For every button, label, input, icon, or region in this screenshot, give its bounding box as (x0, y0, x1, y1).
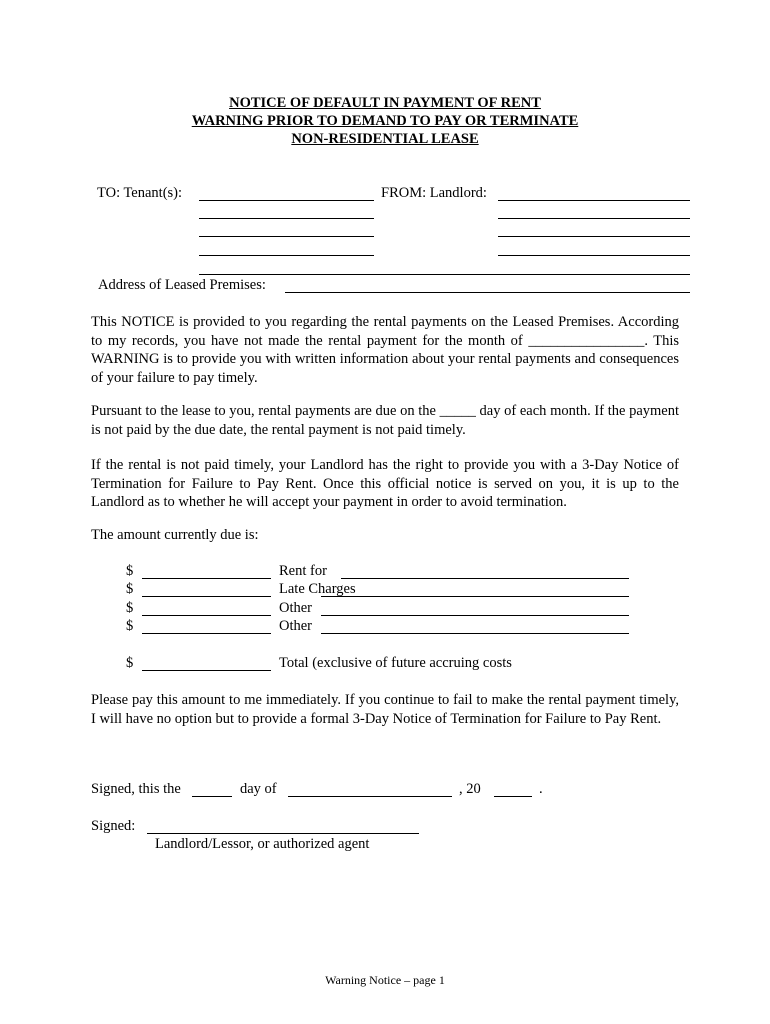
rent-for-line[interactable] (341, 578, 629, 579)
title-line-2: WARNING PRIOR TO DEMAND TO PAY OR TERMINATE (191, 113, 579, 129)
tenant-line-3[interactable] (199, 236, 374, 237)
tenant-line-2[interactable] (199, 218, 374, 219)
paragraph-1 (91, 313, 679, 387)
paragraph-1-end: . This WARNING is to provide you with written information about your rental payments and consequences of your failure to pay timely. (91, 332, 680, 386)
total-label: Total (exclusive of future accruing costs (279, 655, 512, 671)
tenant-line-1[interactable] (199, 200, 374, 201)
address-label: Address of Leased Premises: (98, 277, 266, 293)
signer-caption: Landlord/Lessor, or authorized agent (155, 836, 370, 852)
late-charges-label: Late Charges (279, 581, 356, 597)
rent-amount-line[interactable] (142, 578, 271, 579)
total-amount-line[interactable] (142, 670, 271, 671)
amount-intro: The amount currently due is: (91, 527, 259, 543)
signed-date-period: . (539, 781, 543, 797)
other-amount-line-2[interactable] (142, 633, 271, 634)
paragraph-2 (91, 402, 679, 439)
late-charges-line[interactable] (321, 596, 629, 597)
landlord-line-4[interactable] (498, 255, 690, 256)
rent-for-label: Rent for (279, 563, 327, 579)
due-day-blank[interactable]: _____ (439, 403, 476, 419)
day-of-label: day of (240, 781, 277, 797)
dollar-sign: $ (126, 581, 134, 597)
landlord-line-2[interactable] (498, 218, 690, 219)
other-line-1[interactable] (321, 615, 629, 616)
signed-month-line[interactable] (288, 796, 452, 797)
other-label-1: Other (279, 600, 313, 616)
paragraph-2-start: Pursuant to the lease to you, rental payments are due on the (91, 403, 436, 419)
address-line-1[interactable] (199, 274, 690, 275)
dollar-sign: $ (126, 655, 134, 671)
paragraph-1-start: This NOTICE is provided to you regarding the rental payments on the Leased Premises. According to my records, you have not made the rental payment for the month of (91, 314, 679, 349)
landlord-line-3[interactable] (498, 236, 690, 237)
from-landlord-label: FROM: Landlord: (381, 185, 487, 201)
title-line-3: NON-RESIDENTIAL LEASE (291, 131, 479, 147)
to-tenant-label: TO: Tenant(s): (97, 185, 183, 201)
title-line-1: NOTICE OF DEFAULT IN PAYMENT OF RENT (229, 95, 541, 111)
paragraph-2-end: day of each month. If the payment is not paid by the due date, the rental payment is not paid timely. (91, 403, 680, 438)
late-charges-amount-line[interactable] (142, 596, 271, 597)
paragraph-3: If the rental is not paid timely, your Landlord has the right to provide you with a 3-Day Notice of Termination for Failure to Pay Rent. Once this official notice is served on you, it is up to the Landlord as to whether he will accept your payment in order to avoid termination. (91, 457, 679, 510)
paragraph-4: Please pay this amount to me immediately. If you continue to fail to make the rental payment timely, I will have no option but to provide a formal 3-Day Notice of Termination for Failure to Pay Rent. (91, 692, 679, 727)
page-footer: Warning Notice – page 1 (325, 973, 445, 987)
dollar-sign: $ (126, 618, 134, 634)
other-line-2[interactable] (321, 633, 629, 634)
dollar-sign: $ (126, 563, 134, 579)
signed-day-line[interactable] (192, 796, 232, 797)
signed-this-label: Signed, this the (91, 781, 181, 797)
other-label-2: Other (279, 618, 313, 634)
address-line-2[interactable] (285, 292, 690, 293)
landlord-line-1[interactable] (498, 200, 690, 201)
tenant-line-4[interactable] (199, 255, 374, 256)
year-prefix: , 20 (459, 781, 481, 797)
signed-year-line[interactable] (494, 796, 532, 797)
signed-label: Signed: (91, 818, 136, 834)
signature-line[interactable] (147, 833, 419, 834)
dollar-sign: $ (126, 600, 134, 616)
other-amount-line-1[interactable] (142, 615, 271, 616)
month-blank[interactable]: ________________ (528, 332, 645, 349)
